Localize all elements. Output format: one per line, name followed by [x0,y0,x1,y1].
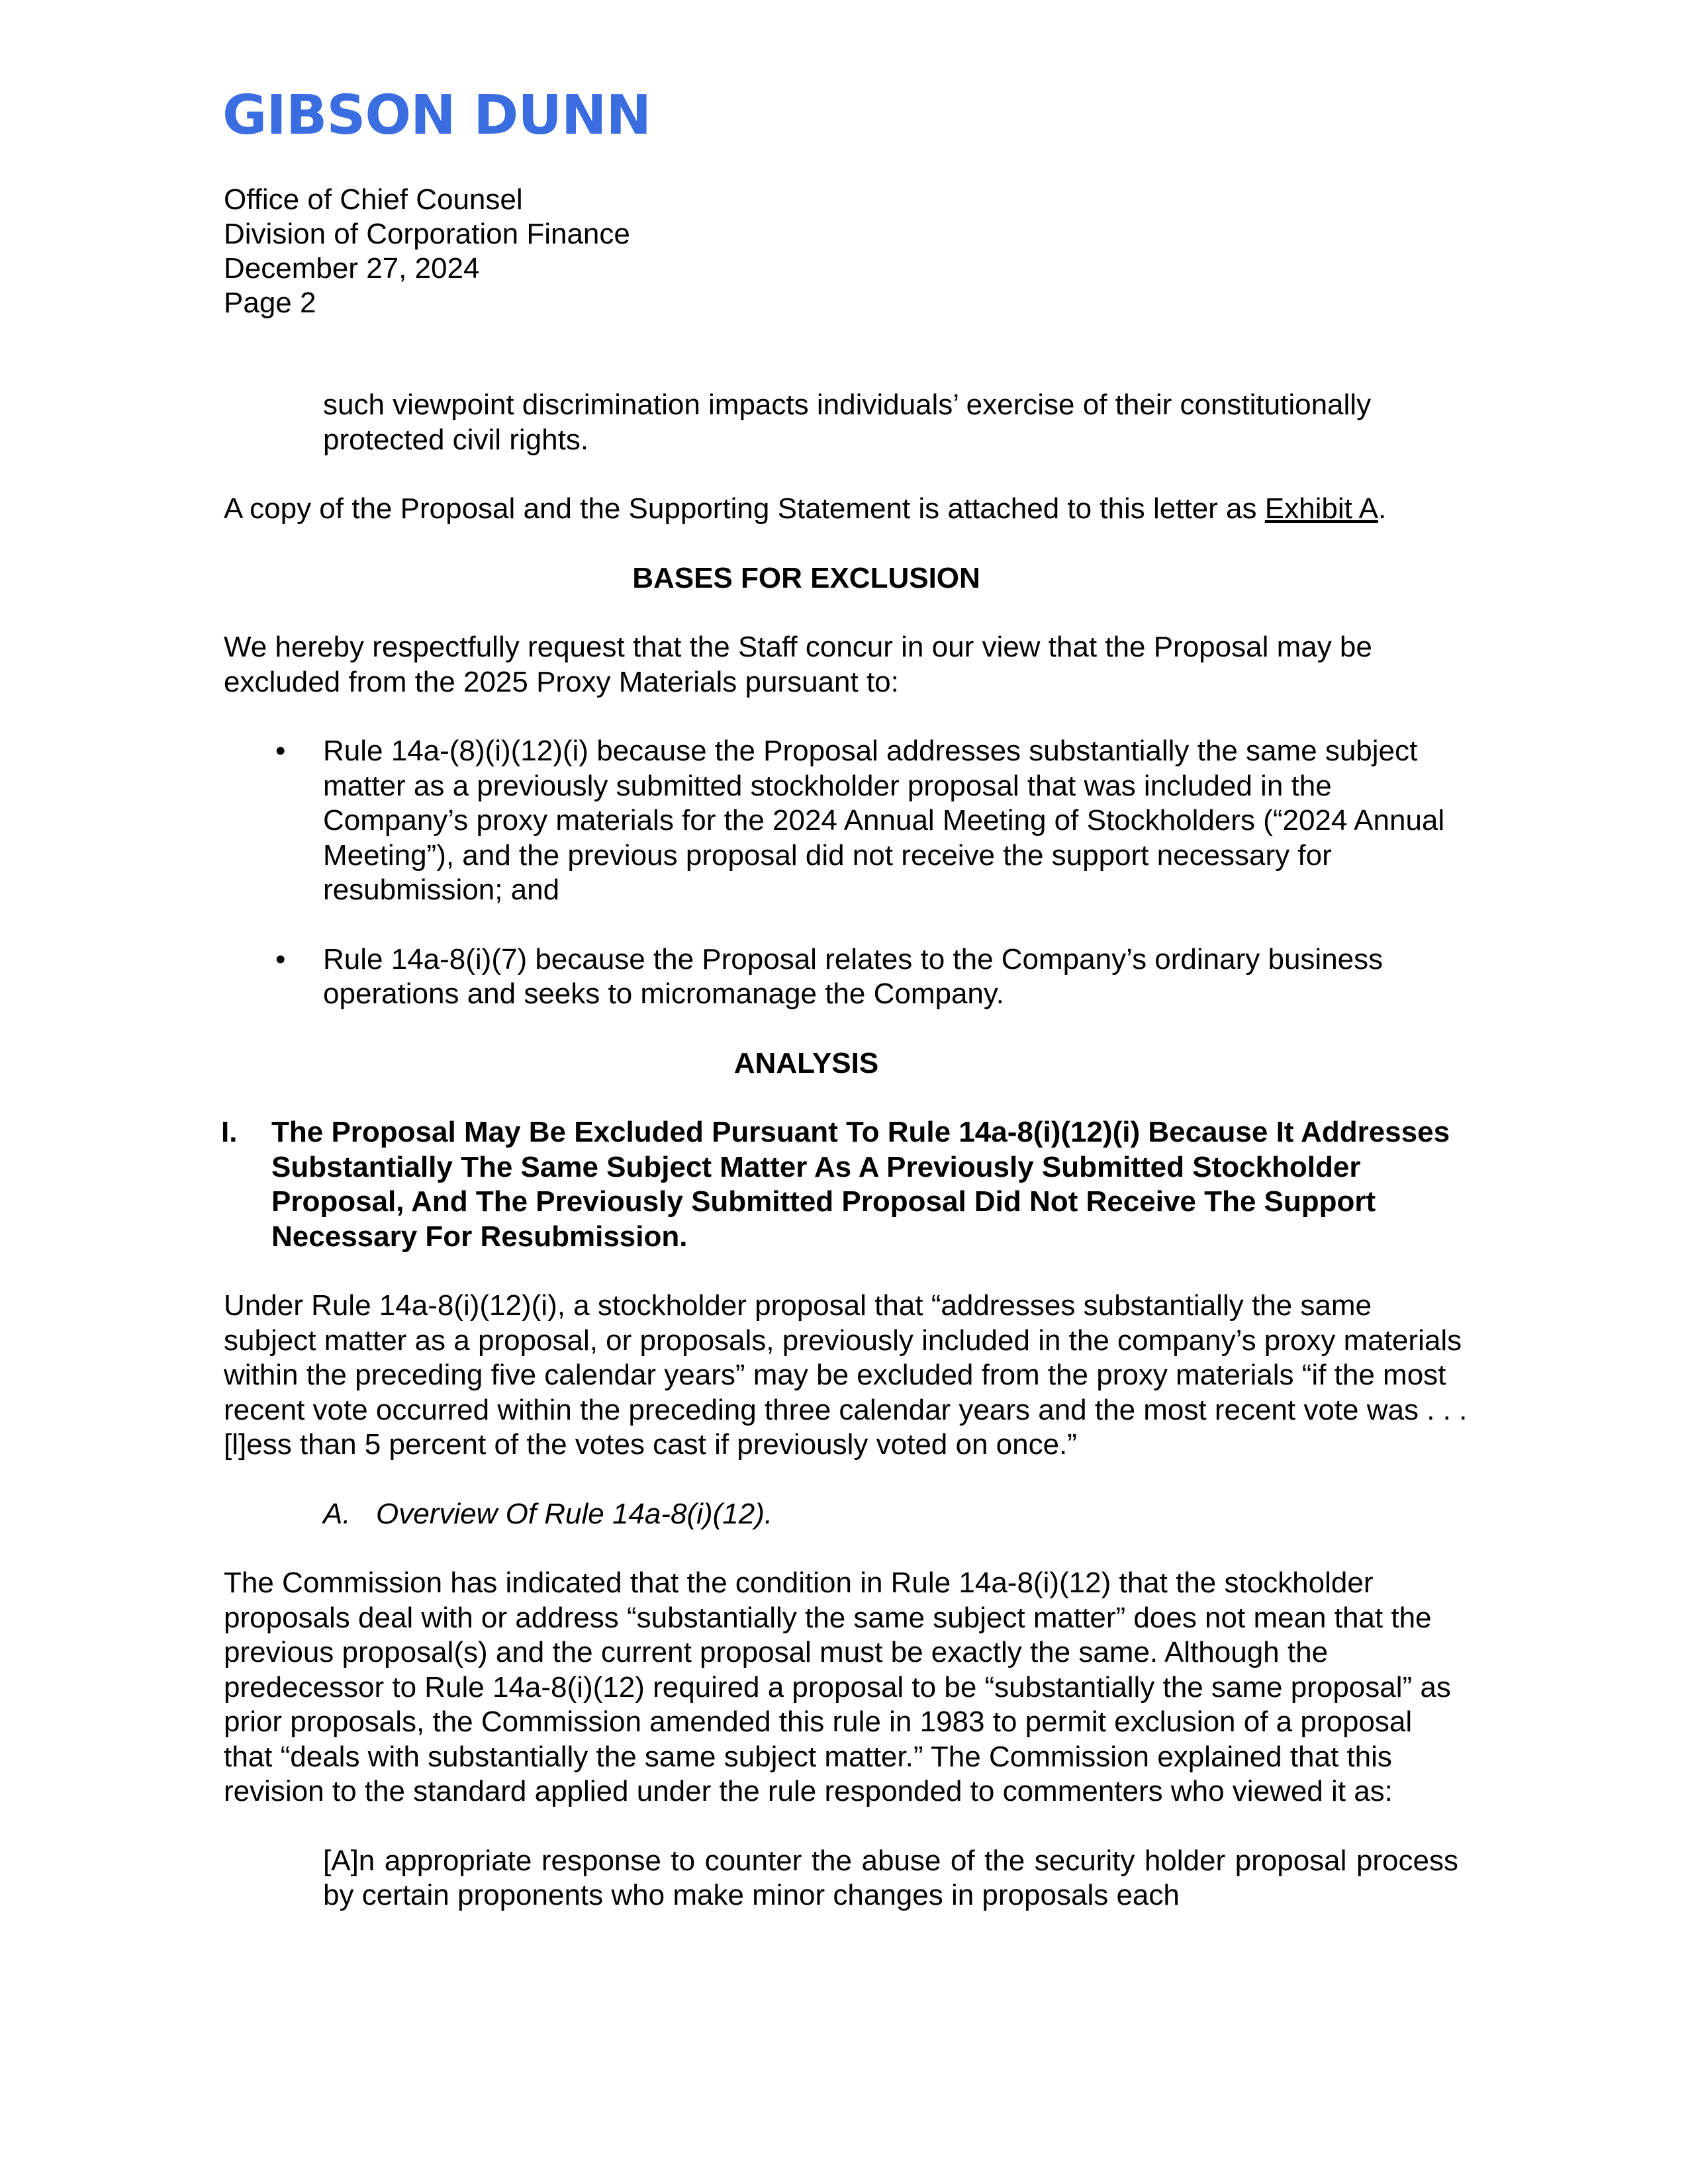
letter-body [221,388,1468,1948]
rule-paragraph: Under Rule 14a-8(i)(12)(i), a stockholder proposal that “addresses substantially the same subject matter as a proposal, or proposals, previously included in the company’s proxy materials within the preceding five calendar years” may be excluded from the proxy materials “if the most recent vote occurred within the preceding three calendar years and the most recent vote was . . . [l]ess than 5 percent of the votes cast if previously voted on once.” [224,1289,1468,1461]
header-recipient: Office of Chief Counsel [224,183,523,216]
subsection-title: Overview Of Rule 14a-8(i)(12). [376,1497,773,1530]
exhibit-a-reference: Exhibit A [1264,492,1378,525]
bullet-icon: • [275,735,286,767]
exhibit-paragraph [224,492,1468,527]
list-item [224,942,1468,1012]
request-paragraph: We hereby respectfully request that the Staff concur in our view that the Proposal may be excluded from the 2025 Proxy Materials pursuant to: [224,631,1372,698]
block-quote: [A]n appropriate response to counter the abuse of the security holder proposal process by certain proponents who make minor changes in proposals each [323,1844,1458,1911]
bullet-text: Rule 14a-(8)(i)(12)(i) because the Proposal addresses substantially the same subject matter as a previously submitted stockholder proposal that was included in the Company’s proxy materials for the 2024 Annual Meeting of Stockholders (“2024 Annual Meeting”), and the previous proposal did not receive the support necessary for resubmission; and [323,735,1445,906]
header-page-number: Page 2 [224,287,316,319]
analysis-heading: ANALYSIS [733,1046,879,1079]
section-title: The Proposal May Be Excluded Pursuant To Rule 14a-8(i)(12)(i) Because It Addresses Substantially The Same Subject Matter As A Previously Submitted Stockholder Proposal, And The Previously Submitted Proposal Did Not Receive The Support Necessary For Resubmission. [271,1116,1450,1253]
subsection-letter: A. [323,1497,351,1530]
gibson-dunn-logo: GIBSON DUNN [222,84,651,147]
exhibit-paragraph-end: . [1378,492,1387,525]
subsection-heading [323,1497,1468,1532]
bullet-text: Rule 14a-8(i)(7) because the Proposal relates to the Company’s ordinary business operations and seeks to micromanage the Company. [323,942,1383,1010]
commission-paragraph: The Commission has indicated that the condition in Rule 14a-8(i)(12) that the stockholder proposals deal with or address “substantially the same subject matter” does not mean that the previous proposal(s) and the current proposal must be exactly the same. Although the predecessor to Rule 14a-8(i)(12) required a proposal to be “substantially the same proposal” as prior proposals, the Commission amended this rule in 1983 to permit exclusion of a proposal that “deals with substantially the same subject matter.” The Commission explained that this revision to the standard applied under the rule responded to commenters who viewed it as: [224,1567,1451,1807]
exhibit-paragraph-text: A copy of the Proposal and the Supporting Statement is attached to this letter as [224,492,1265,525]
continued-quote: such viewpoint discrimination impacts individuals’ exercise of their constitutionally protected civil rights. [323,388,1372,456]
header-date: December 27, 2024 [224,252,480,285]
section-number: I. [221,1116,238,1148]
section-heading [221,1115,1468,1254]
list-item [224,734,1468,908]
bases-list [224,734,1468,1012]
bullet-icon: • [275,942,286,976]
bases-heading: BASES FOR EXCLUSION [632,561,980,594]
letter-header [224,183,630,320]
header-division: Division of Corporation Finance [224,218,630,250]
